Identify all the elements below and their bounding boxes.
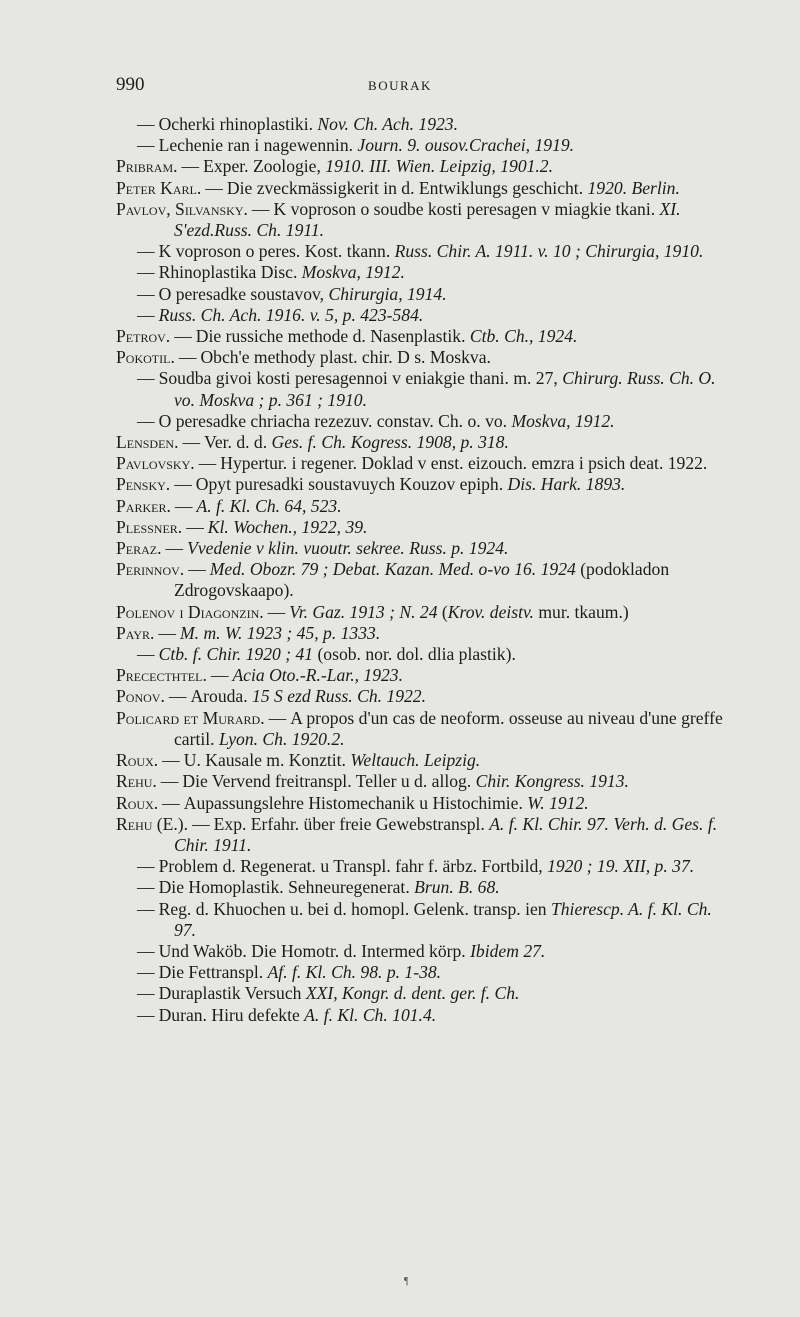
citation-source: Chirurgia, 1914.	[328, 283, 447, 304]
bibliography-entry	[116, 178, 736, 199]
entry-text: Die Homoplastik. Sehneuregenerat.	[158, 877, 415, 898]
entry-text: Duran. Hiru defekte	[158, 1004, 305, 1025]
entry-dash: —	[178, 347, 197, 368]
entry-dash: —	[174, 326, 192, 347]
citation-source: Acia Oto.-R.-Lar., 1923.	[232, 665, 403, 686]
bibliography-entry	[116, 962, 736, 983]
running-head: BOURAK	[368, 78, 432, 93]
entry-dash: —	[267, 601, 286, 622]
citation-source: Moskva, 1912.	[301, 262, 405, 283]
author-name: Pensky.	[116, 474, 171, 495]
bibliography-entry	[116, 708, 736, 750]
citation-source: Nov. Ch. Ach. 1923.	[317, 114, 458, 134]
entry-dash: —	[137, 410, 155, 431]
entry-dash: —	[192, 813, 210, 834]
entry-dash: —	[137, 241, 155, 262]
citation-source: W. 1912.	[527, 792, 589, 813]
citation-source: A. f. Kl. Ch. 64, 523.	[196, 495, 342, 516]
author-name: Peraz.	[116, 538, 162, 559]
entry-dash: —	[137, 877, 155, 898]
citation-source: Brun. B. 68.	[414, 877, 500, 898]
entry-dash: —	[137, 283, 155, 304]
entry-dash: —	[181, 156, 200, 177]
entry-text: Die Vervend freitranspl. Teller u d. allog.	[182, 771, 476, 792]
citation-source: 15 S ezd Russ. Ch. 1922.	[252, 686, 427, 707]
bibliography-entry	[116, 983, 736, 1004]
author-name: Pavlovsky.	[116, 453, 195, 474]
entry-dash: —	[158, 622, 177, 643]
bibliography-entry	[116, 241, 736, 262]
citation-source: Moskva, 1912.	[511, 410, 615, 431]
entry-dash: —	[137, 135, 155, 156]
entry-dash: —	[160, 771, 179, 792]
entry-text: A propos d'un cas de neoform. osseuse au niveau d'une greffe cartil.	[174, 707, 723, 749]
entry-dash: —	[137, 114, 155, 134]
bibliography-entry	[116, 474, 736, 495]
author-name: Plessner.	[116, 516, 183, 537]
bibliography-entry	[116, 644, 736, 665]
citation-source: Russ. Chir. A. 1911. v. 10 ; Chirurgia, 1910.	[394, 241, 704, 262]
author-name: Peter Karl.	[116, 177, 202, 198]
author-name: Perinnov.	[116, 559, 185, 580]
citation-source: Chir. Kongress. 1913.	[475, 771, 629, 792]
entry-text: K voproson o peres. Kost. tkann.	[158, 241, 395, 262]
entry-dash: —	[137, 983, 155, 1004]
bibliography-entry	[116, 877, 736, 898]
entry-dash: —	[137, 962, 155, 983]
bibliography-entry	[116, 517, 736, 538]
entry-dash: —	[162, 792, 180, 813]
bibliography-entry	[116, 411, 736, 432]
entry-text: Die zveckmässigkerit in d. Entwiklungs geschicht.	[226, 177, 588, 198]
citation-source: Ctb. f. Chir. 1920 ; 41	[158, 644, 318, 665]
bibliography-entry	[116, 432, 736, 453]
bibliography-entry	[116, 284, 736, 305]
citation-source: Med. Obozr. 79 ; Debat. Kazan. Med. o-vo 16. 1924	[209, 559, 576, 580]
bibliography-list	[116, 114, 736, 1026]
entry-text: O peresadke chriacha rezezuv. constav. Ch. o. vo.	[158, 410, 512, 431]
citation-source: Ibidem 27.	[470, 940, 546, 961]
footer-mark: ¶	[404, 1276, 409, 1287]
citation-source: Weltauch. Leipzig.	[350, 750, 481, 771]
author-name: Roux.	[116, 792, 159, 813]
entry-dash: —	[188, 559, 206, 580]
entry-text: Die Fettranspl.	[158, 962, 268, 983]
author-name: Polenov i Diagonzin.	[116, 601, 264, 622]
entry-text: Reg. d. Khuochen u. bei d. homopl. Gelenk. transp. ien	[158, 898, 551, 919]
entry-dash: —	[165, 538, 184, 559]
entry-text: Die russiche methode d. Nasenplastik.	[195, 326, 470, 347]
entry-dash: —	[137, 898, 155, 919]
entry-dash: —	[168, 686, 187, 707]
author-name: Policard et Murard.	[116, 707, 265, 728]
bibliography-entry	[116, 856, 736, 877]
entry-text: Obch'e methody plast. chir. D s. Moskva.	[200, 347, 491, 368]
bibliography-entry	[116, 623, 736, 644]
author-name: Ponov.	[116, 686, 165, 707]
author-name: Petrov.	[116, 326, 171, 347]
author-name: Lensden.	[116, 432, 179, 453]
bibliography-entry	[116, 347, 736, 368]
bibliography-entry	[116, 814, 736, 856]
citation-source: A. f. Kl. Ch. 101.4.	[304, 1004, 437, 1025]
citation-source: 1920 ; 19. XII, p. 37.	[547, 856, 695, 877]
bibliography-entry	[116, 156, 736, 177]
author-name: Payr.	[116, 622, 155, 643]
citation-source: Af. f. Kl. Ch. 98. p. 1-38.	[267, 962, 442, 983]
bibliography-entry	[116, 559, 736, 601]
entry-dash: —	[268, 707, 287, 728]
entry-dash: —	[137, 304, 155, 325]
entry-text: Exper. Zoologie,	[203, 156, 326, 177]
author-name: Rehu.	[116, 771, 157, 792]
entry-dash: —	[198, 453, 217, 474]
citation-source: Ges. f. Ch. Kogress. 1908, p. 318.	[271, 432, 509, 453]
entry-text: Opyt puresadki soustavuych Kouzov epiph.	[195, 474, 508, 495]
citation-source: Thierescp. A. f. Kl. Ch. 97.	[174, 898, 712, 940]
entry-dash: —	[137, 940, 155, 961]
citation-source: Dis. Hark. 1893.	[507, 474, 626, 495]
bibliography-entry	[116, 941, 736, 962]
entry-dash: —	[137, 262, 155, 283]
author-name: Pribram.	[116, 156, 178, 177]
entry-text: Und Waköb. Die Homotr. d. Intermed körp.	[158, 940, 471, 961]
entry-text: (osob. nor. dol. dlia plastik).	[317, 644, 516, 665]
entry-dash: —	[137, 1004, 155, 1025]
entry-dash: —	[251, 198, 270, 219]
entry-text: (podokladon Zdrogovskaapo).	[174, 559, 670, 601]
page-header	[0, 74, 800, 98]
entry-dash: —	[162, 750, 180, 771]
bibliography-entry	[116, 665, 736, 686]
entry-dash: —	[137, 644, 155, 665]
entry-dash: —	[205, 177, 223, 198]
bibliography-entry	[116, 602, 736, 623]
entry-text: Soudba givoi kosti peresagennoi v eniakgie thani. m. 27,	[158, 368, 563, 389]
entry-dash: —	[174, 474, 192, 495]
citation-source: Lyon. Ch. 1920.2.	[218, 728, 345, 749]
bibliography-entry	[116, 750, 736, 771]
bibliography-entry	[116, 262, 736, 283]
entry-text: Hypertur. i regener. Doklad v enst. eizouch. emzra i psich deat. 1922.	[220, 453, 708, 474]
entry-dash: —	[174, 495, 193, 516]
citation-source: M. m. W. 1923 ; 45, p. 1333.	[180, 622, 381, 643]
citation-source: A. f. Kl. Chir. 97. Verh. d. Ges. f. Chir. 1911.	[174, 813, 718, 855]
entry-dash: —	[137, 368, 155, 389]
bibliography-entry	[116, 368, 736, 410]
author-name: Rehu (E.).	[116, 813, 189, 834]
bibliography-entry	[116, 326, 736, 347]
citation-source: Ctb. Ch., 1924.	[469, 326, 578, 347]
entry-text: Lechenie ran i nagewennin.	[158, 135, 358, 156]
entry-text: K voproson o soudbe kosti peresagen v miagkie tkani.	[273, 198, 660, 219]
entry-text: Ocherki rhinoplastiki.	[158, 114, 318, 134]
citation-source: Vvedenie v klin. vuoutr. sekree. Russ. p. 1924.	[187, 538, 509, 559]
bibliography-entry	[116, 199, 736, 241]
author-name: Prececthtel.	[116, 665, 207, 686]
entry-text: (	[441, 601, 448, 622]
entry-text: Arouda.	[190, 686, 253, 707]
citation-source: Krov. deistv.	[447, 601, 534, 622]
citation-source: Chirurg. Russ. Ch. O. vo. Moskva ; p. 361 ; 1910.	[174, 368, 716, 410]
entry-text: O peresadke soustavov,	[158, 283, 329, 304]
entry-text: Aupassungslehre Histomechanik u Histochimie.	[183, 792, 528, 813]
bibliography-entry	[116, 899, 736, 941]
bibliography-entry	[116, 496, 736, 517]
page-number: 990	[116, 74, 145, 95]
entry-text: U. Kausale m. Konztit.	[183, 750, 351, 771]
bibliography-entry	[116, 114, 736, 135]
entry-dash: —	[182, 432, 201, 453]
bibliography-entry	[116, 686, 736, 707]
bibliography-entry	[116, 453, 736, 474]
entry-text: Rhinoplastika Disc.	[158, 262, 302, 283]
bibliography-entry	[116, 1005, 736, 1026]
citation-source: Kl. Wochen., 1922, 39.	[207, 516, 368, 537]
citation-source: Vr. Gaz. 1913 ; N. 24	[289, 601, 442, 622]
author-name: Pokotil.	[116, 347, 175, 368]
citation-source: 1920. Berlin.	[587, 177, 680, 198]
bibliography-entry	[116, 538, 736, 559]
entry-text: Ver. d. d.	[204, 432, 272, 453]
citation-source: Russ. Ch. Ach. 1916. v. 5, p. 423-584.	[158, 304, 424, 325]
entry-dash: —	[137, 856, 155, 877]
citation-source: XXI, Kongr. d. dent. ger. f. Ch.	[305, 983, 520, 1004]
entry-text: Exp. Erfahr. über freie Gewebstranspl.	[213, 813, 490, 834]
entry-dash: —	[186, 516, 204, 537]
entry-text: Duraplastik Versuch	[158, 983, 306, 1004]
entry-text: mur. tkaum.)	[533, 601, 629, 622]
bibliography-entry	[116, 793, 736, 814]
bibliography-entry	[116, 771, 736, 792]
citation-source: XI. S'ezd.Russ. Ch. 1911.	[174, 198, 681, 241]
bibliography-entry	[116, 305, 736, 326]
author-name: Parker.	[116, 495, 171, 516]
bibliography-entry	[116, 135, 736, 156]
author-name: Roux.	[116, 750, 159, 771]
entry-dash: —	[210, 665, 229, 686]
citation-source: 1910. III. Wien. Leipzig, 1901.2.	[325, 156, 554, 177]
entry-text: Problem d. Regenerat. u Transpl. fahr f. ärbz. Fortbild,	[158, 856, 548, 877]
author-name: Pavlov, Silvansky.	[116, 198, 248, 219]
citation-source: Journ. 9. ousov.Crachei, 1919.	[357, 135, 575, 156]
